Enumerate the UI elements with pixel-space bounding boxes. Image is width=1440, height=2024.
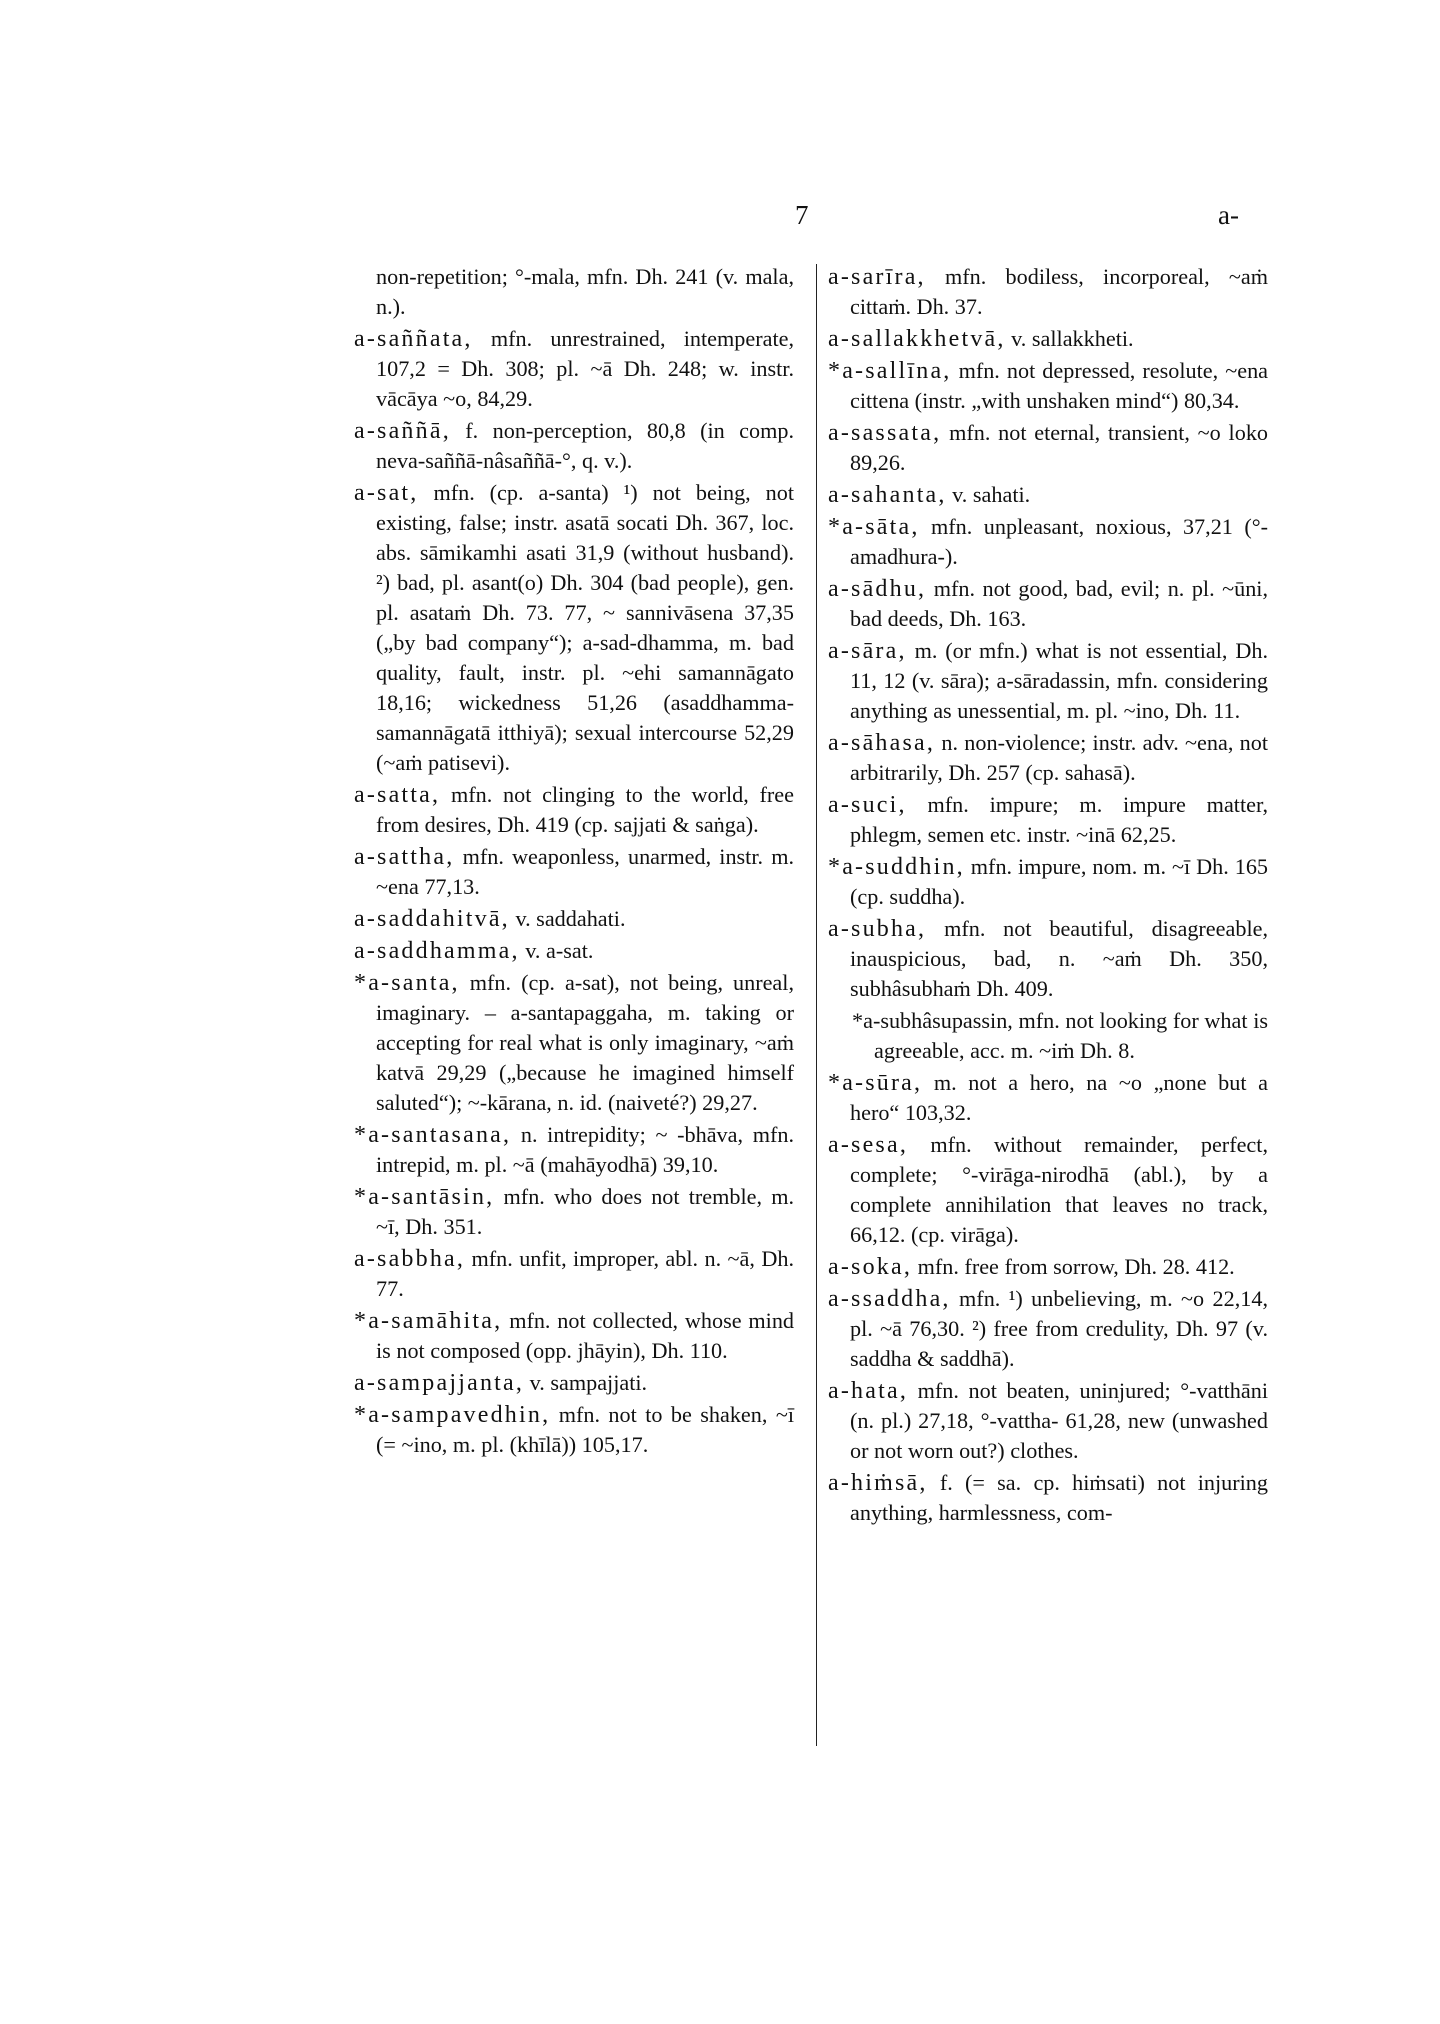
entry-headword: *a-santāsin, [354, 1184, 495, 1210]
dictionary-entry [354, 1120, 794, 1180]
entry-definition: mfn. not to be shaken, ~ī (= ~ino, m. pl. (khīlā)) 105,17. [376, 1402, 795, 1457]
entry-headword: a-saññā, [354, 418, 451, 444]
entry-headword: a-saddahitvā, [354, 906, 510, 932]
entry-definition: mfn. ¹) unbelieving, m. ~o 22,14, pl. ~ā 76,30. ²) free from credulity, Dh. 97 (v. saddha & saddhā). [850, 1286, 1269, 1371]
entry-headword: a-satta, [354, 782, 441, 808]
entry-headword: a-saññata, [354, 326, 473, 352]
dictionary-entry [828, 480, 1268, 510]
dictionary-entry [354, 968, 794, 1118]
dictionary-entry [354, 780, 794, 840]
entry-definition: mfn. impure; m. impure matter, phlegm, semen etc. instr. ~inā 62,25. [850, 792, 1269, 847]
dictionary-entry [828, 574, 1268, 634]
entry-definition: mfn. not eternal, transient, ~o loko 89,26. [850, 420, 1269, 475]
dictionary-entry [354, 1244, 794, 1304]
entry-definition: n. intrepidity; ~ -bhāva, mfn. intrepid, m. pl. ~ā (mahāyodhā) 39,10. [376, 1122, 794, 1177]
entry-headword: a-sat, [354, 480, 419, 506]
entry-definition: mfn. not depressed, resolute, ~ena cittena (instr. „with unshaken mind“) 80,34. [850, 358, 1269, 413]
right-column [828, 262, 1268, 1530]
entry-definition: mfn. unfit, improper, abl. n. ~ā, Dh. 77. [376, 1246, 794, 1301]
entry-definition: v. sallakkheti. [1011, 326, 1134, 351]
entry-definition: mfn. (cp. a-sat), not being, unreal, imaginary. – a-santapaggaha, m. taking or accepting for real what is only imaginary, ~aṁ katvā 29,29 („because he imagined himself saluted“); ~-kārana, n. id. (naiveté?) 29,27. [376, 970, 794, 1115]
entry-definition: mfn. not clinging to the world, free from desires, Dh. 419 (cp. sajjati & saṅga). [376, 782, 794, 837]
dictionary-entry [828, 512, 1268, 572]
entry-definition: mfn. weaponless, unarmed, instr. m. ~ena 77,13. [376, 844, 794, 899]
dictionary-entry [354, 1368, 794, 1398]
entry-definition: mfn. unpleasant, noxious, 37,21 (°-amadhura-). [850, 514, 1268, 569]
entry-definition: mfn. not beautiful, disagreeable, inauspicious, bad, n. ~aṁ Dh. 350, subhâsubhaṁ Dh. 409. [850, 916, 1269, 1001]
dictionary-entry [354, 936, 794, 966]
dictionary-entry [354, 842, 794, 902]
entry-headword: *a-suddhin, [828, 854, 965, 880]
entry-headword: a-hiṁsā, [828, 1470, 928, 1496]
dictionary-entry [354, 904, 794, 934]
dictionary-entry [354, 324, 794, 414]
entry-headword: *a-samāhita, [354, 1308, 503, 1334]
dictionary-entry [828, 852, 1268, 912]
page-number: 7 [795, 200, 809, 230]
entry-headword: a-subha, [828, 916, 927, 942]
dictionary-entry [828, 324, 1268, 354]
dictionary-entry [828, 1284, 1268, 1374]
entry-headword: a-sampajjanta, [354, 1370, 525, 1396]
entry-headword: a-sādhu, [828, 576, 927, 602]
entry-definition: mfn. who does not tremble, m. ~ī, Dh. 351. [376, 1184, 795, 1239]
entry-definition: mfn. unrestrained, intemperate, 107,2 = Dh. 308; pl. ~ā Dh. 248; w. instr. vācāya ~o, 84,29. [376, 326, 795, 411]
entry-definition: v. a-sat. [525, 938, 594, 963]
dictionary-entry [828, 1130, 1268, 1250]
entry-definition: mfn. bodiless, incorporeal, ~aṁ cittaṁ. Dh. 37. [850, 264, 1268, 319]
entry-definition: mfn. not collected, whose mind is not composed (opp. jhāyin), Dh. 110. [376, 1308, 795, 1363]
entry-definition: m. (or mfn.) what is not essential, Dh. 11, 12 (v. sāra); a-sāradassin, mfn. considering anything as unessential, m. pl. ~ino, Dh. 11. [850, 638, 1268, 723]
entry-definition: mfn. without remainder, perfect, complete; °-virāga-nirodhā (abl.), by a complete annihilation that leaves no track, 66,12. (cp. virāga). [850, 1132, 1268, 1247]
entry-headword: a-sāra, [828, 638, 907, 664]
entry-definition: mfn. free from sorrow, Dh. 28. 412. [917, 1254, 1235, 1279]
dictionary-entry [828, 728, 1268, 788]
entry-headword: a-sahanta, [828, 482, 947, 508]
dictionary-entry [828, 790, 1268, 850]
entry-definition: mfn. (cp. a-santa) ¹) not being, not existing, false; instr. asatā socati Dh. 367, loc. abs. sāmikamhi asati 31,9 (without husband). ²) bad, pl. asant(o) Dh. 304 (bad people), gen. pl. asataṁ Dh. 73. 77, ~ sannivāsena 37,35 („by bad company“); a-sad-dhamma, m. bad quality, fault, instr. pl. ~ehi samannāgato 18,16; wickedness 51,26 (asaddhamma-samannāgatā itthiyā); sexual intercourse 52,29 (~aṁ patisevi). [376, 480, 795, 775]
dictionary-entry [354, 1400, 794, 1460]
entry-headword: a-sattha, [354, 844, 455, 870]
entry-headword: a-sallakkhetvā, [828, 326, 1006, 352]
dictionary-entry [354, 416, 794, 476]
entry-headword: *a-santa, [354, 970, 460, 996]
dictionary-entry [828, 262, 1268, 322]
dictionary-entry [354, 262, 794, 322]
entry-definition: v. sampajjati. [529, 1370, 648, 1395]
dictionary-entry [828, 1068, 1268, 1128]
entry-headword: a-soka, [828, 1254, 913, 1280]
entry-headword: *a-sūra, [828, 1070, 923, 1096]
entry-headword: a-saddhamma, [354, 938, 520, 964]
entry-definition: n. non-violence; instr. adv. ~ena, not arbitrarily, Dh. 257 (cp. sahasā). [850, 730, 1268, 785]
entry-headword: a-sabbha, [354, 1246, 466, 1272]
entry-definition: mfn. impure, nom. m. ~ī Dh. 165 (cp. suddha). [850, 854, 1268, 909]
entry-definition: mfn. not beaten, uninjured; °-vatthāni (n. pl.) 27,18, °-vattha- 61,28, new (unwashed or not worn out?) clothes. [850, 1378, 1268, 1463]
entry-definition: f. (= sa. cp. hiṁsati) not injuring anything, harmlessness, com- [850, 1470, 1268, 1525]
entry-definition: non-repetition; °-mala, mfn. Dh. 241 (v. mala, n.). [376, 264, 794, 319]
entry-headword: a-sassata, [828, 420, 942, 446]
entry-headword: *a-santasana, [354, 1122, 512, 1148]
dictionary-entry [354, 478, 794, 778]
entry-headword: *a-sallīna, [828, 358, 952, 384]
entry-definition: *a-subhâsupassin, mfn. not looking for what is agreeable, acc. m. ~iṁ Dh. 8. [852, 1008, 1268, 1063]
running-head: a- [1218, 200, 1239, 230]
dictionary-entry [828, 1468, 1268, 1528]
entry-headword: *a-sāta, [828, 514, 920, 540]
entry-headword: a-hata, [828, 1378, 909, 1404]
dictionary-entry [828, 356, 1268, 416]
entry-definition: f. non-perception, 80,8 (in comp. neva-saññā-nâsaññā-°, q. v.). [376, 418, 795, 473]
dictionary-entry [354, 1182, 794, 1242]
left-column [354, 262, 794, 1462]
dictionary-entry [828, 1006, 1268, 1066]
entry-headword: a-sarīra, [828, 264, 926, 290]
entry-definition: mfn. not good, bad, evil; n. pl. ~ūni, bad deeds, Dh. 163. [850, 576, 1268, 631]
entry-definition: v. sahati. [952, 482, 1031, 507]
entry-definition: m. not a hero, na ~o „none but a hero“ 103,32. [850, 1070, 1268, 1125]
entry-headword: a-ssaddha, [828, 1286, 951, 1312]
dictionary-entry [828, 914, 1268, 1004]
dictionary-entry [828, 1376, 1268, 1466]
dictionary-entry [828, 636, 1268, 726]
entry-headword: a-sesa, [828, 1132, 909, 1158]
column-divider [816, 264, 817, 1746]
entry-headword: *a-sampavedhin, [354, 1402, 551, 1428]
dictionary-entry [354, 1306, 794, 1366]
entry-definition: v. saddahati. [515, 906, 626, 931]
dictionary-entry [828, 1252, 1268, 1282]
entry-headword: a-suci, [828, 792, 907, 818]
dictionary-entry [828, 418, 1268, 478]
entry-headword: a-sāhasa, [828, 730, 936, 756]
